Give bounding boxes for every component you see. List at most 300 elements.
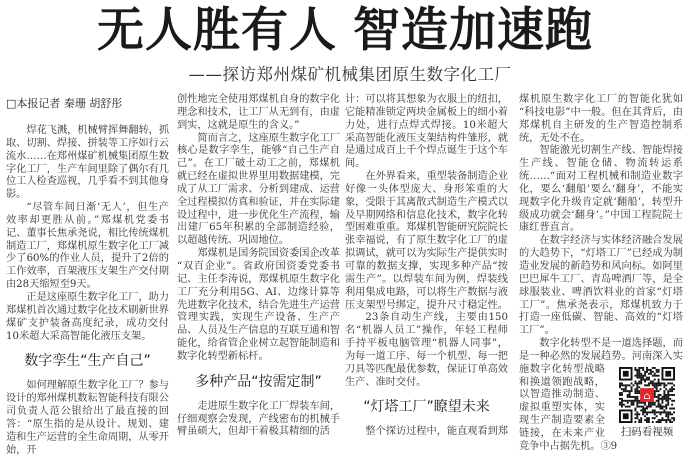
qr-module — [658, 378, 660, 380]
paragraph: 23条自动生产线，主要由150名“机器人员工”操作，年轻工程师手持平板电脑管理“机器人同事”，为每一道工序、每一个机型、每一把刀具等匹配最优参数，保证订单高效生产、准时交付。 — [345, 312, 508, 388]
qr-module — [669, 388, 671, 390]
qr-module — [654, 390, 656, 392]
qr-module — [648, 411, 650, 413]
qr-module — [660, 388, 662, 390]
qr-module — [646, 417, 648, 419]
qr-module — [669, 407, 671, 409]
qr-module — [644, 409, 646, 411]
qr-module — [646, 367, 648, 369]
qr-module — [638, 369, 640, 371]
qr-module — [619, 401, 621, 403]
qr-module — [650, 373, 652, 375]
qr-module — [658, 380, 660, 382]
qr-module — [621, 398, 623, 400]
qr-module — [654, 382, 656, 384]
qr-module — [638, 413, 640, 415]
qr-module — [665, 407, 667, 409]
qr-module — [642, 413, 644, 415]
qr-module — [631, 382, 633, 384]
qr-module — [663, 419, 665, 421]
qr-module — [660, 403, 662, 405]
qr-module — [648, 376, 650, 378]
qr-module — [665, 384, 667, 386]
qr-module — [642, 407, 644, 409]
qr-module — [669, 398, 671, 400]
qr-module — [634, 421, 636, 423]
qr-module — [633, 403, 635, 405]
paragraph: 整个探访过程中，能直观看到郑 — [365, 426, 509, 438]
qr-module — [648, 405, 650, 407]
subtitle: ——探访郑州煤矿机械集团原生数字化工厂 — [188, 65, 512, 84]
qr-module — [669, 421, 671, 423]
qr-module — [644, 411, 646, 413]
qr-module — [658, 398, 660, 400]
qr-module — [646, 419, 648, 421]
qr-module — [665, 400, 667, 402]
qr-module — [654, 417, 656, 419]
qr-module — [642, 378, 644, 380]
qr-module — [648, 382, 650, 384]
qr-module — [671, 417, 673, 419]
qr-module — [640, 417, 642, 419]
article-column-4 — [519, 94, 683, 454]
qr-module — [636, 403, 638, 405]
qr-module — [646, 376, 648, 378]
qr-module — [631, 386, 633, 388]
qr-module — [673, 384, 675, 386]
qr-module — [660, 407, 662, 409]
qr-module — [658, 390, 660, 392]
qr-module — [631, 400, 633, 402]
qr-module — [652, 411, 654, 413]
qr-module — [638, 392, 640, 394]
qr-module — [648, 384, 650, 386]
paragraph: 在数字经济与实体经济融合发展的大趋势下，“灯塔工厂”已经成为制造业发展的新趋势和风向标。如阿里巴巴犀牛工厂、青岛啤酒厂等，是全球服装业、啤酒饮料业的首家“灯塔工厂”。焦承尧表示，郑煤机致力于打造一座低碳、智能、高效的“灯塔工厂”。 — [519, 235, 683, 337]
qr-module — [638, 374, 640, 376]
qr-logo-glyph: ⌂ — [643, 390, 651, 402]
qr-module — [658, 419, 660, 421]
qr-module — [654, 394, 656, 396]
qr-module — [661, 419, 663, 421]
qr-module — [636, 374, 638, 376]
qr-module — [656, 405, 658, 407]
qr-module — [661, 405, 663, 407]
qr-module — [646, 421, 648, 423]
qr-module — [665, 421, 667, 423]
qr-module — [663, 386, 665, 388]
qr-module — [621, 394, 623, 396]
qr-module — [634, 413, 636, 415]
qr-module — [650, 371, 652, 373]
qr-caption: 扫码看视频 — [620, 425, 674, 438]
qr-module — [654, 378, 656, 380]
qr-module — [636, 388, 638, 390]
qr-module — [629, 400, 631, 402]
qr-module — [671, 400, 673, 402]
qr-module — [667, 394, 669, 396]
qr-module — [631, 390, 633, 392]
qr-module — [658, 384, 660, 386]
qr-module — [661, 400, 663, 402]
qr-module — [644, 419, 646, 421]
qr-module — [642, 405, 644, 407]
qr-module — [640, 382, 642, 384]
qr-module — [623, 384, 625, 386]
qr-module — [634, 407, 636, 409]
qr-module — [671, 390, 673, 392]
qr-module — [660, 382, 662, 384]
qr-module — [634, 396, 636, 398]
qr-module — [633, 396, 635, 398]
qr-module — [669, 413, 671, 415]
qr-module — [663, 398, 665, 400]
qr-module — [661, 401, 663, 403]
qr-module — [663, 409, 665, 411]
qr-module — [663, 390, 665, 392]
qr-module — [640, 373, 642, 375]
paragraph: 焊花飞溅，机械臂挥舞翻转，抓取、切割、焊接、拼装等工序如行云流水……在郑州煤矿机械集团原生数字化工厂，生产车间里除了偶尔有几位工人检查巡视，几乎看不到其他身影。 — [6, 125, 170, 201]
qr-module — [654, 374, 656, 376]
qr-module — [654, 403, 656, 405]
qr-module — [634, 374, 636, 376]
qr-module — [636, 390, 638, 392]
qr-module — [669, 394, 671, 396]
qr-module — [667, 401, 669, 403]
qr-module — [667, 411, 669, 413]
qr-module — [636, 392, 638, 394]
qr-module — [621, 405, 623, 407]
qr-module — [631, 401, 633, 403]
qr-module — [619, 382, 621, 384]
qr-module — [652, 380, 654, 382]
qr-module — [633, 401, 635, 403]
qr-module — [627, 384, 629, 386]
qr-module — [638, 419, 640, 421]
qr-code-block[interactable] — [611, 367, 683, 439]
qr-module — [654, 373, 656, 375]
qr-module — [646, 405, 648, 407]
qr-module — [638, 386, 640, 388]
qr-module — [640, 409, 642, 411]
closing-paragraph-part1: 数字化转型不是一道选择题，而是一种必然的发展趋势。河南深入实 — [519, 338, 683, 362]
qr-module — [658, 382, 660, 384]
qr-module — [623, 388, 625, 390]
qr-module — [634, 392, 636, 394]
article-column-3 — [345, 94, 508, 439]
qr-module — [640, 378, 642, 380]
qr-module — [646, 378, 648, 380]
qr-module — [654, 396, 656, 398]
section-heading: “灯塔工厂”瞭望未来 — [363, 399, 490, 416]
qr-module — [644, 371, 646, 373]
qr-module — [663, 382, 665, 384]
qr-module — [631, 403, 633, 405]
qr-module — [644, 407, 646, 409]
qr-module — [636, 417, 638, 419]
qr-module — [634, 388, 636, 390]
qr-module — [636, 386, 638, 388]
qr-module — [652, 384, 654, 386]
qr-module — [671, 413, 673, 415]
qr-module — [650, 411, 652, 413]
qr-module — [625, 384, 627, 386]
qr-module — [656, 421, 658, 423]
qr-module — [629, 394, 631, 396]
qr-module — [654, 384, 656, 386]
qr-module — [661, 382, 663, 384]
qr-module — [665, 394, 667, 396]
qr-module — [660, 421, 662, 423]
qr-module — [634, 409, 636, 411]
qr-finder-core — [623, 413, 629, 419]
qr-module — [636, 415, 638, 417]
qr-module — [673, 411, 675, 413]
qr-module — [660, 413, 662, 415]
qr-module — [638, 367, 640, 369]
qr-module — [671, 407, 673, 409]
qr-module — [619, 394, 621, 396]
qr-module — [648, 403, 650, 405]
qr-module — [658, 411, 660, 413]
qr-module — [642, 411, 644, 413]
qr-module — [671, 386, 673, 388]
qr-module — [619, 384, 621, 386]
qr-module — [667, 413, 669, 415]
qr-module — [638, 382, 640, 384]
qr-module — [665, 396, 667, 398]
qr-module — [648, 369, 650, 371]
qr-module — [638, 380, 640, 382]
qr-module — [660, 405, 662, 407]
qr-module — [634, 398, 636, 400]
qr-module — [648, 378, 650, 380]
qr-module — [636, 396, 638, 398]
qr-module — [634, 367, 636, 369]
qr-module — [648, 421, 650, 423]
headline-part2: 智造加速跑 — [353, 3, 593, 58]
qr-module — [644, 384, 646, 386]
qr-module — [621, 382, 623, 384]
qr-module — [665, 419, 667, 421]
paragraph: 走进原生数字化工厂焊装车间，仔细观察会发现，产线密布的机械手臂虽硕大，但却干着极其精细的活 — [177, 400, 341, 438]
qr-module — [638, 405, 640, 407]
qr-module — [648, 373, 650, 375]
qr-module — [665, 403, 667, 405]
qr-module — [640, 405, 642, 407]
qr-module — [621, 401, 623, 403]
qr-module — [646, 407, 648, 409]
qr-module — [636, 405, 638, 407]
qr-module — [667, 392, 669, 394]
qr-module — [633, 400, 635, 402]
paragraph: 简而言之，这座原生数字化工厂核心是数字孪生，能够“自己生产自己”。在工厂破土动工之前，郑煤机就已经在虚拟世界里用数据建模，完成了从工厂需求、分析到建成、运营全过程模拟仿真和验证，并在实际建设过程中，进一步优化生产流程，输出建厂65年积累的全部制造经验，以超越传统、巩固地位。 — [177, 132, 341, 247]
qr-module — [646, 371, 648, 373]
closing-paragraph-part2: 施数字化转型战略和换道领跑战略，以智造推动制造、虚拟重塑实体，实现生产制造要素全链接，在未来产业竞争中占据先机。③9 — [519, 363, 618, 452]
qr-module — [656, 400, 658, 402]
qr-module — [650, 382, 652, 384]
qr-module — [658, 394, 660, 396]
qr-module — [652, 401, 654, 403]
qr-module — [673, 417, 675, 419]
qr-module — [650, 405, 652, 407]
qr-module — [663, 384, 665, 386]
qr-module — [661, 407, 663, 409]
qr-module — [650, 403, 652, 405]
headline-part1: 无人胜有人 — [97, 3, 337, 58]
paragraph: 计：可以将其想象为衣服上的纽扣，它能精准锁定两块金属板上的细小着力处，进行点焊式焊接。10米超大采高智能化液压支架结构件雏形，就是通过成百上千个焊点诞生于这个车间。 — [345, 94, 508, 170]
qr-module — [671, 403, 673, 405]
qr-finder-core — [623, 371, 629, 377]
qr-module — [638, 373, 640, 375]
qr-module — [667, 382, 669, 384]
qr-module — [658, 421, 660, 423]
qr-module — [669, 411, 671, 413]
qr-module — [656, 396, 658, 398]
qr-module — [673, 388, 675, 390]
qr-module — [656, 382, 658, 384]
qr-module — [621, 388, 623, 390]
qr-module — [656, 374, 658, 376]
qr-module — [623, 400, 625, 402]
paragraph: 郑煤机是国务院国资委国企改革“双百企业”。省政府国资委党委书记、主任李涛说，郑煤机原生数字化工厂充分利用5G、AI、边缘计算等先进数字化技术，结合先进生产运营管理实践，实现生产设备、生产产品、人员及生产信息的互联互通和智能化，给省管企业树立起智能制造和数字化转型新标杆。 — [177, 248, 341, 362]
qr-module — [665, 388, 667, 390]
qr-module — [636, 398, 638, 400]
qr-module — [642, 409, 644, 411]
qr-module — [638, 400, 640, 402]
qr-code-icon[interactable] — [619, 367, 675, 423]
paragraph: 煤机原生数字化工厂的智能化犹如“科技电影”中一般。但在其背后，由郑煤机自主研发的生产智造控制系统，无处不在。 — [519, 94, 683, 144]
qr-module — [667, 396, 669, 398]
qr-module — [652, 382, 654, 384]
qr-module — [658, 371, 660, 373]
qr-module — [640, 367, 642, 369]
qr-module — [642, 369, 644, 371]
qr-module — [652, 371, 654, 373]
qr-module — [634, 400, 636, 402]
paragraph: 正是这座原生数字化工厂，助力郑煤机首次通过数字化技术刷新世界煤矿支护装备高度纪录，成功交付10米超大采高智能化液压支架。 — [6, 291, 170, 342]
qr-module — [625, 388, 627, 390]
qr-module — [665, 415, 667, 417]
article-column-1 — [6, 94, 169, 457]
qr-module — [640, 421, 642, 423]
qr-module — [621, 400, 623, 402]
paragraph: 智能激光切割生产线、智能焊接生产线、智能仓储、物流转运系统……“面对工程机械和制造业数字化，要么‘翻船’要么‘翻身’，不能实现数字化升级肯定就‘翻船’，转型升级成功就会‘翻身’。”中国工程院院士康红普直言。 — [519, 145, 683, 234]
qr-module — [648, 419, 650, 421]
qr-module — [625, 390, 627, 392]
qr-module — [636, 413, 638, 415]
qr-module — [665, 405, 667, 407]
qr-module — [648, 417, 650, 419]
qr-module — [667, 417, 669, 419]
qr-module — [652, 421, 654, 423]
qr-module — [656, 390, 658, 392]
qr-module — [671, 421, 673, 423]
qr-module — [663, 411, 665, 413]
article-column-2 — [177, 94, 340, 439]
paragraph: 创性地完全使用郑煤机自身的数字化理念和技术，让工厂从无到有，由虚到实，这就是原生的含义。” — [177, 94, 340, 131]
qr-module — [667, 398, 669, 400]
qr-module — [669, 419, 671, 421]
qr-module — [629, 396, 631, 398]
qr-module — [652, 409, 654, 411]
qr-module — [673, 394, 675, 396]
qr-module — [667, 415, 669, 417]
qr-module — [634, 382, 636, 384]
qr-module — [619, 398, 621, 400]
qr-module — [642, 367, 644, 369]
qr-module — [625, 386, 627, 388]
qr-module — [654, 413, 656, 415]
qr-module — [640, 374, 642, 376]
qr-module — [665, 411, 667, 413]
qr-module — [652, 367, 654, 369]
qr-module — [634, 390, 636, 392]
qr-module — [656, 411, 658, 413]
qr-module — [652, 417, 654, 419]
qr-module — [669, 382, 671, 384]
qr-module — [658, 400, 660, 402]
qr-module — [646, 411, 648, 413]
qr-module — [658, 396, 660, 398]
qr-module — [642, 376, 644, 378]
qr-module — [663, 394, 665, 396]
qr-module — [660, 419, 662, 421]
qr-module — [654, 367, 656, 369]
qr-module — [636, 400, 638, 402]
qr-module — [644, 415, 646, 417]
qr-module — [636, 411, 638, 413]
qr-module — [644, 403, 646, 405]
byline: □本报记者 秦珊 胡舒彤 — [6, 97, 123, 110]
qr-module — [656, 386, 658, 388]
paragraph: “尽管车间日渐‘无人’，但生产效率却更胜从前。”郑煤机党委书记、董事长焦承尧说，相比传统煤机制造工厂，郑煤机原生数字化工厂减少了60%的作业人员，提升了2倍的工作效率，百架液压支架生产交付期由28天缩短至9天。 — [6, 202, 169, 291]
qr-module — [656, 369, 658, 371]
qr-module — [621, 392, 623, 394]
qr-module — [658, 374, 660, 376]
qr-module — [667, 400, 669, 402]
qr-module — [671, 388, 673, 390]
qr-module — [656, 371, 658, 373]
qr-module — [658, 369, 660, 371]
qr-module — [646, 413, 648, 415]
qr-module — [654, 411, 656, 413]
qr-module — [652, 403, 654, 405]
qr-module — [621, 384, 623, 386]
qr-module — [646, 369, 648, 371]
qr-module — [640, 419, 642, 421]
qr-module — [623, 390, 625, 392]
qr-module — [663, 396, 665, 398]
qr-module — [631, 396, 633, 398]
qr-module — [663, 405, 665, 407]
qr-module — [640, 401, 642, 403]
qr-module — [669, 390, 671, 392]
qr-module — [642, 374, 644, 376]
qr-module — [638, 371, 640, 373]
qr-module — [667, 403, 669, 405]
qr-module — [623, 403, 625, 405]
qr-module — [658, 403, 660, 405]
qr-module — [650, 369, 652, 371]
headline — [0, 2, 690, 60]
qr-module — [644, 378, 646, 380]
qr-module — [658, 405, 660, 407]
qr-module — [627, 400, 629, 402]
qr-module — [660, 411, 662, 413]
qr-module — [619, 386, 621, 388]
qr-module — [660, 398, 662, 400]
qr-module — [619, 403, 621, 405]
